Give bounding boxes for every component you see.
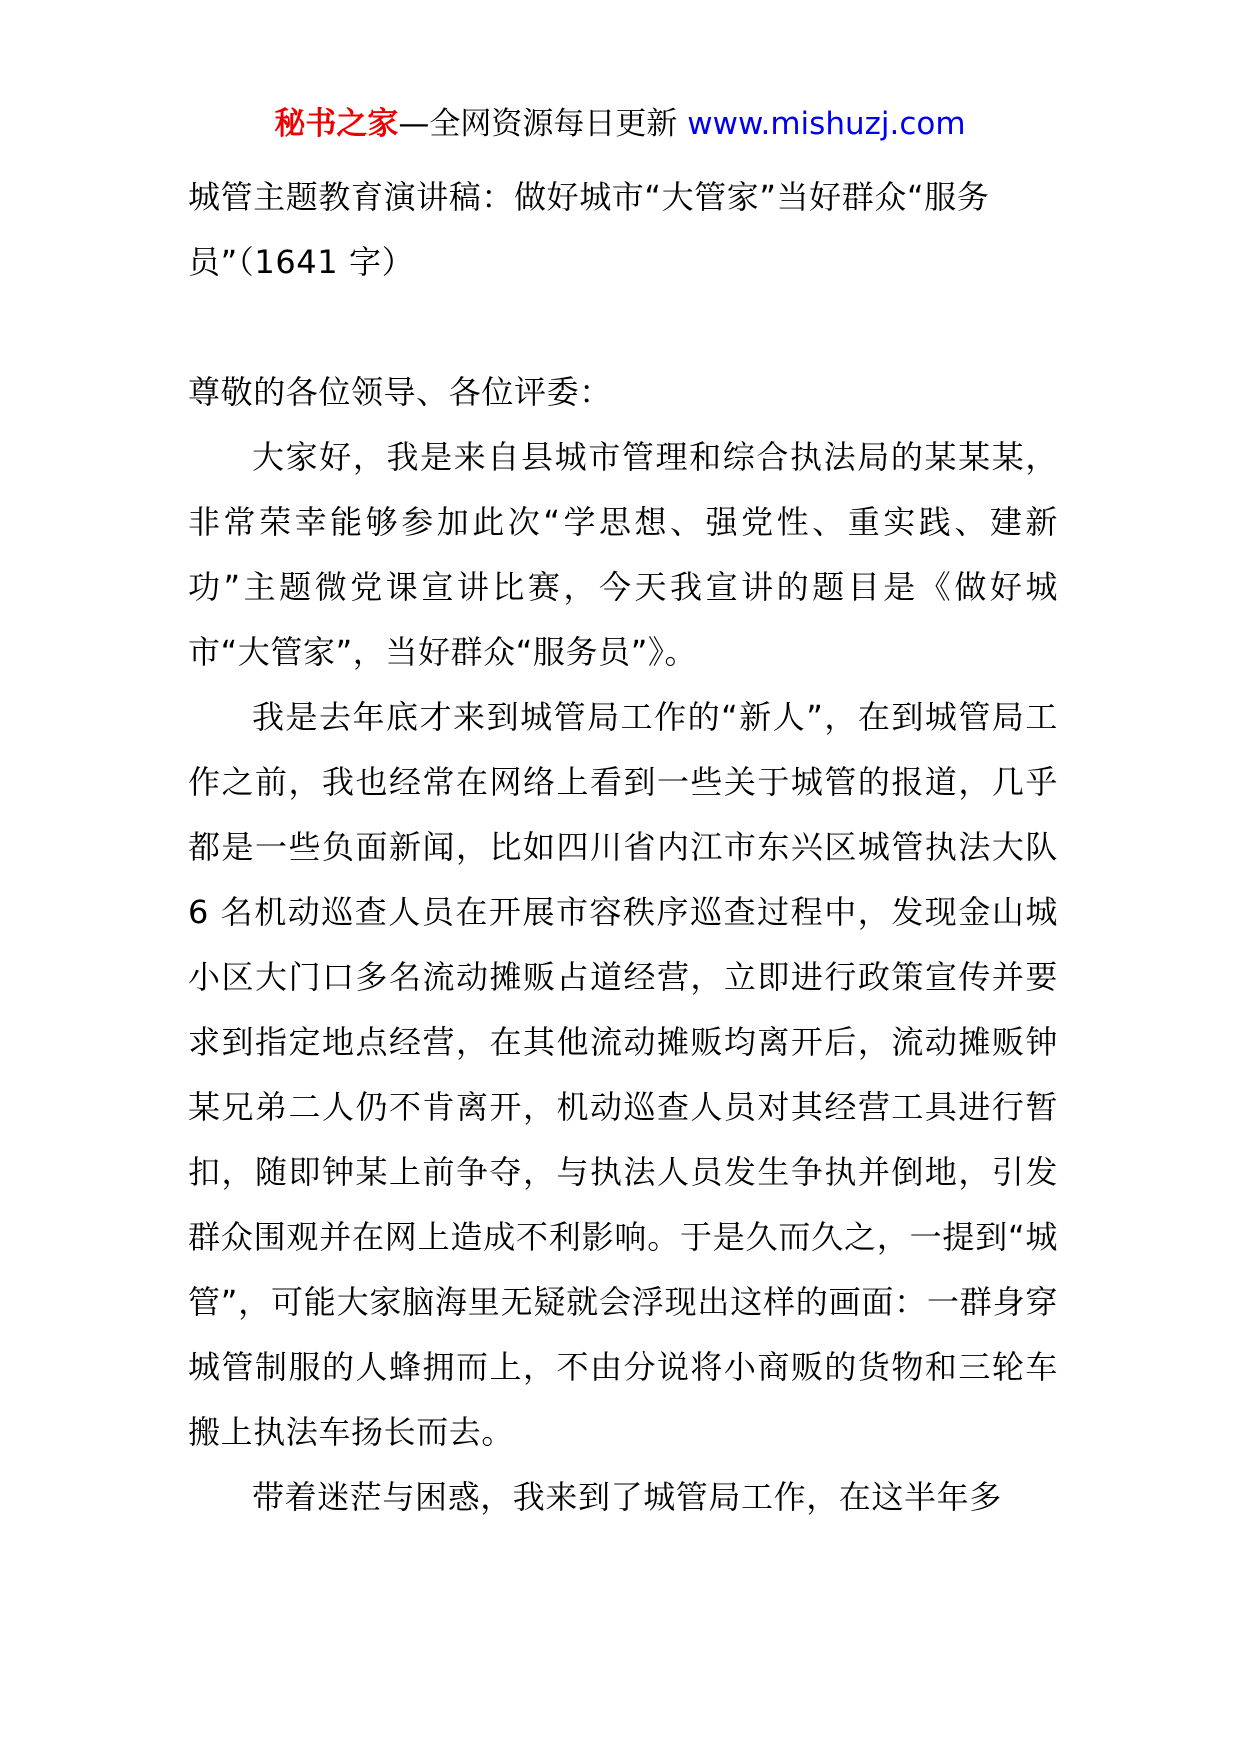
paragraph: 我是去年底才来到城管局工作的“新人”，在到城管局工作之前，我也经常在网络上看到一些关于城管的报道，几乎都是一些负面新闻，比如四川省内江市东兴区城管执法大队 6 名机动巡查人员在开展市容秩序巡查过程中，发现金山城小区大门口多名流动摊贩占道经营，立即进行政策宣传并要求到指定地点经营，在其他流动摊贩均离开后，流动摊贩钟某兄弟二人仍不肯离开，机动巡查人员对其经营工具进行暂扣，随即钟某上前争夺，与执法人员发生争执并倒地，引发群众围观并在网上造成不利影响。于是久而久之，一提到“城管”，可能大家脑海里无疑就会浮现出这样的画面：一群身穿城管制服的人蜂拥而上，不由分说将小商贩的货物和三轮车搬上执法车扬长而去。 [188,698,1058,1451]
site-header [0,100,1240,148]
site-url-link[interactable]: www.mishuzj.com [687,106,966,142]
site-tagline: —全网资源每日更新 [398,106,688,142]
paragraph: 大家好，我是来自县城市管理和综合执法局的某某某，非常荣幸能够参加此次“学思想、强党性、重实践、建新功”主题微党课宣讲比赛，今天我宣讲的题目是《做好城市“大管家”，当好群众“服务员”》。 [188,438,1058,671]
site-brand: 秘书之家 [274,106,399,142]
document-title: 城管主题教育演讲稿：做好城市“大管家”当好群众“服务员”（1641 字） [188,178,990,281]
greeting: 尊敬的各位领导、各位评委： [188,373,612,411]
paragraph: 带着迷茫与困惑，我来到了城管局工作，在这半年多 [252,1478,1002,1516]
document-body [188,165,1058,1530]
